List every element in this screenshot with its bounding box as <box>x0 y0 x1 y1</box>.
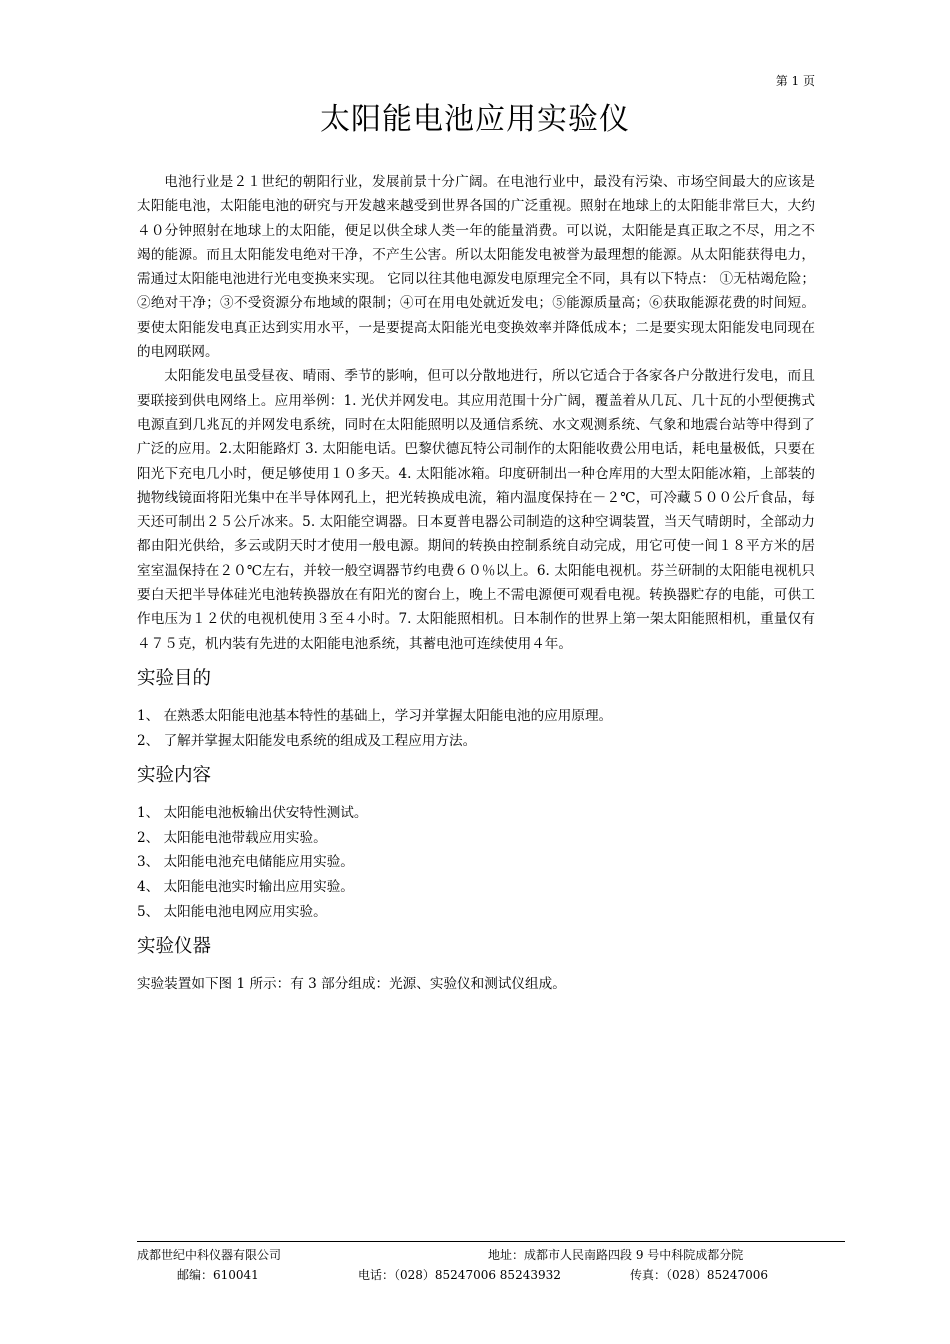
purpose-list <box>137 704 815 753</box>
footer-fax: 传真：（028）85247006 <box>630 1268 768 1282</box>
list-item: 5、 太阳能电池电网应用实验。 <box>137 903 327 920</box>
list-item: 1、 在熟悉太阳能电池基本特性的基础上，学习并掌握太阳能电池的应用原理。 <box>137 707 613 724</box>
footer-company: 成都世纪中科仪器有限公司 <box>137 1248 282 1262</box>
document-body <box>137 170 815 997</box>
page-number: 第 1 页 <box>775 74 815 88</box>
section-heading-instrument: 实验仪器 <box>137 936 212 958</box>
list-item: 3、 太阳能电池充电储能应用实验。 <box>137 854 354 871</box>
document-title: 太阳能电池应用实验仪 <box>320 102 630 137</box>
intro-paragraph-2: 太阳能发电虽受昼夜、晴雨、季节的影响，但可以分散地进行，所以它适合于各家各户分散进行发电，而且要联接到供电网络上。应用举例：1. 光伏并网发电。其应用范围十分广阔，覆盖着从几瓦、几十瓦的小型便携式电源直到几兆瓦的并网发电系统，同时在太阳能照明以及通信系统、水文观测系统、气象和地震台站等中得到了广泛的应用。2.太阳能路灯 3. 太阳能电话。巴黎伏德瓦特公司制作的太阳能收费公用电话，耗电量极低，只要在阳光下充电几小时，便足够使用１０多天。4. 太阳能冰箱。印度研制出一种仓库用的大型太阳能冰箱，上部装的抛物线镜面将阳光集中在半导体网孔上，把光转换成电流，箱内温度保持在－２℃，可冷藏５００公斤食品，每天还可制出２５公斤冰来。5. 太阳能空调器。日本夏普电器公司制造的这种空调装置，当天气晴朗时，全部动力都由阳光供给，多云或阴天时才使用一般电源。期间的转换由控制系统自动完成，用它可使一间１８平方米的居室室温保持在２０℃左右，并较一般空调器节约电费６０％以上。6. 太阳能电视机。芬兰研制的太阳能电视机只要白天把半导体硅光电池转换器放在有阳光的窗台上，晚上不需电源便可观看电视。转换器贮存的电能，可供工作电压为１２伏的电视机使用３至４小时。7. 太阳能照相机。日本制作的世界上第一架太阳能照相机，重量仅有４７５克，机内装有先进的太阳能电池系统，其蓄电池可连续使用４年。 <box>137 368 815 652</box>
list-item: 4、 太阳能电池实时输出应用实验。 <box>137 878 354 895</box>
content-list <box>137 801 815 924</box>
footer-address: 地址：成都市人民南路四段 9 号中科院成都分院 <box>488 1248 744 1262</box>
list-item: 2、 了解并掌握太阳能发电系统的组成及工程应用方法。 <box>137 732 477 749</box>
intro-paragraph-1: 电池行业是２１世纪的朝阳行业，发展前景十分广阔。在电池行业中，最没有污染、市场空间最大的应该是太阳能电池，太阳能电池的研究与开发越来越受到世界各国的广泛重视。照射在地球上的太阳能非常巨大，大约４０分钟照射在地球上的太阳能，便足以供全球人类一年的能量消费。可以说，太阳能是真正取之不尽，用之不竭的能源。而且太阳能发电绝对干净，不产生公害。所以太阳能发电被誉为最理想的能源。从太阳能获得电力，需通过太阳能电池进行光电变换来实现。 它同以往其他电源发电原理完全不同，具有以下特点： ①无枯竭危险；②绝对干净；③不受资源分布地域的限制；④可在用电处就近发电；⑤能源质量高；⑥获取能源花费的时间短。 要使太阳能发电真正达到实用水平，一是要提高太阳能光电变换效率并降低成本；二是要实现太阳能发电同现在的电网联网。 <box>137 174 815 361</box>
list-item: 1、 太阳能电池板输出伏安特性测试。 <box>137 805 368 822</box>
section-heading-content: 实验内容 <box>137 765 212 787</box>
list-item: 2、 太阳能电池带载应用实验。 <box>137 829 327 846</box>
instrument-description: 实验装置如下图 1 所示：有 3 部分组成：光源、实验仪和测试仪组成。 <box>137 976 566 993</box>
footer-phone: 电话：（028）85247006 85243932 <box>358 1268 561 1282</box>
section-heading-purpose: 实验目的 <box>137 667 212 689</box>
footer-divider <box>137 1241 845 1242</box>
footer-postcode: 邮编：610041 <box>177 1268 259 1282</box>
